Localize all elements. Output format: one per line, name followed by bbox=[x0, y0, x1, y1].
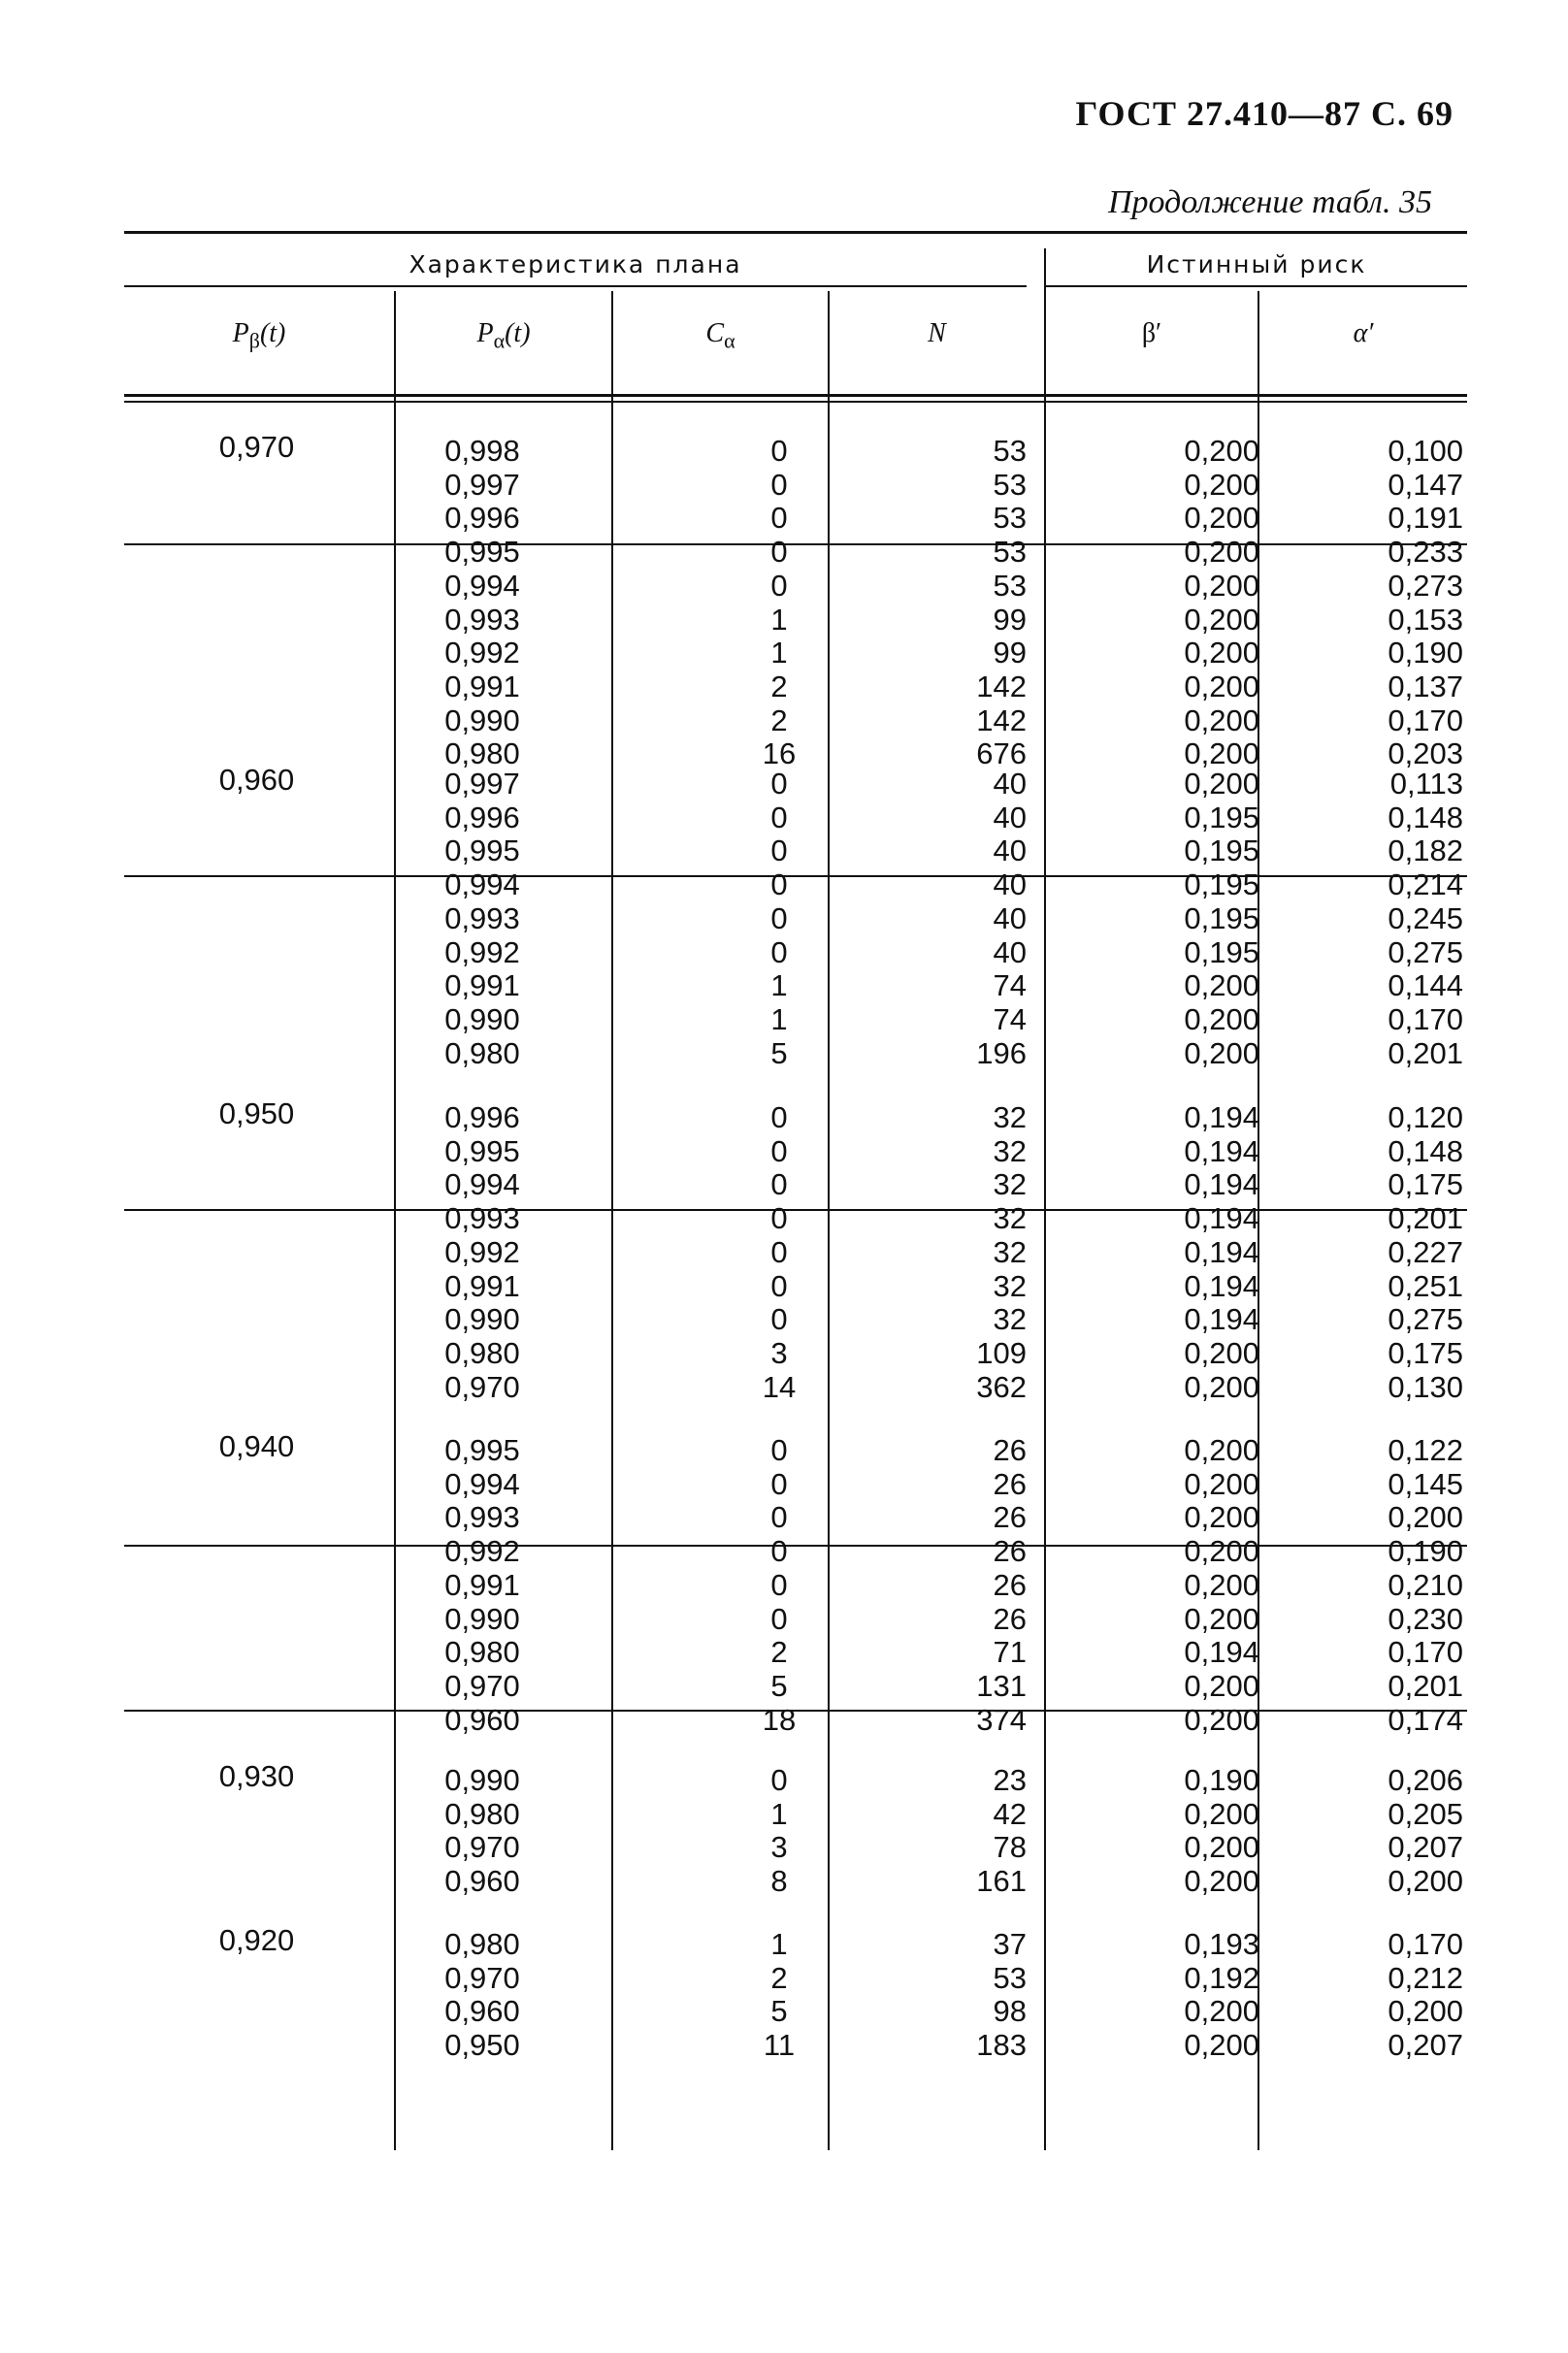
table-cell-b: 0,190 bbox=[1184, 1763, 1259, 1797]
table-cell-b: 0,200 bbox=[1184, 434, 1259, 468]
col-header-alpha: α′ bbox=[1353, 318, 1374, 348]
table-cell-ca: 11 bbox=[763, 2028, 796, 2063]
table-cell-a: 0,148 bbox=[1388, 1133, 1463, 1168]
table-cell-b: 0,194 bbox=[1184, 1167, 1259, 1202]
table-cell-pa: 0,992 bbox=[444, 1534, 520, 1569]
table-cell-b: 0,200 bbox=[1184, 1500, 1259, 1535]
table-cell-ca: 3 bbox=[770, 1830, 788, 1865]
table-cell-ca: 0 bbox=[770, 800, 788, 834]
col-header-pa-sub: α bbox=[493, 328, 506, 353]
table-cell-n: 53 bbox=[993, 1960, 1027, 1995]
table-cell-n: 26 bbox=[993, 1433, 1027, 1467]
table-cell-b: 0,192 bbox=[1184, 1960, 1259, 1995]
table-cell-pa: 0,996 bbox=[444, 1100, 520, 1134]
table-cell-a: 0,200 bbox=[1388, 1500, 1463, 1535]
table-cell-pa: 0,994 bbox=[444, 867, 520, 902]
table-cell-pa: 0,998 bbox=[444, 434, 520, 468]
table-cell-n: 26 bbox=[993, 1601, 1027, 1636]
table-cell-n: 53 bbox=[993, 568, 1027, 603]
table-cell-n: 42 bbox=[993, 1796, 1027, 1831]
table-cell-a: 0,207 bbox=[1388, 1830, 1463, 1865]
header-bottom-rule-2 bbox=[124, 401, 1467, 403]
table-cell-b: 0,200 bbox=[1184, 1335, 1259, 1370]
table-cell-n: 98 bbox=[993, 1994, 1027, 2029]
table-cell-ca: 0 bbox=[770, 1234, 788, 1269]
table-cell-pa: 0,995 bbox=[444, 833, 520, 868]
table-cell-a: 0,205 bbox=[1388, 1796, 1463, 1831]
table-caption: Продолжение табл. 35 bbox=[1107, 184, 1432, 220]
table-cell-pa: 0,997 bbox=[444, 467, 520, 502]
table-cell-pa: 0,980 bbox=[444, 1035, 520, 1070]
table-cell-ca: 0 bbox=[770, 535, 788, 570]
table-cell-ca: 2 bbox=[770, 703, 788, 737]
table-cell-ca: 0 bbox=[770, 501, 788, 536]
table-cell-b: 0,194 bbox=[1184, 1100, 1259, 1134]
table-cell-b: 0,200 bbox=[1184, 1830, 1259, 1865]
col-header-pb-arg: (t) bbox=[259, 318, 286, 348]
table-cell-ca: 0 bbox=[770, 1500, 788, 1535]
table-cell-ca: 1 bbox=[770, 968, 788, 1003]
header-bottom-rule-1 bbox=[124, 394, 1467, 397]
table-cell-pa: 0,995 bbox=[444, 1133, 520, 1168]
table-cell-n: 53 bbox=[993, 501, 1027, 536]
table-cell-ca: 0 bbox=[770, 434, 788, 468]
group-pb-value: 0,960 bbox=[218, 763, 295, 797]
table-cell-ca: 0 bbox=[770, 1567, 788, 1602]
table-cell-b: 0,200 bbox=[1184, 736, 1259, 771]
table-cell-a: 0,245 bbox=[1388, 900, 1463, 935]
table-cell-b: 0,195 bbox=[1184, 900, 1259, 935]
table-cell-pa: 0,992 bbox=[444, 1234, 520, 1269]
table-cell-ca: 0 bbox=[770, 568, 788, 603]
table-cell-a: 0,170 bbox=[1388, 1635, 1463, 1670]
table-cell-pa: 0,980 bbox=[444, 1927, 520, 1961]
group-pb-value: 0,920 bbox=[218, 1923, 295, 1957]
table-cell-ca: 0 bbox=[770, 833, 788, 868]
table-cell-pa: 0,990 bbox=[444, 1763, 520, 1797]
table-cell-n: 26 bbox=[993, 1500, 1027, 1535]
table-cell-b: 0,200 bbox=[1184, 1369, 1259, 1404]
table-cell-a: 0,174 bbox=[1388, 1702, 1463, 1737]
table-cell-a: 0,122 bbox=[1388, 1433, 1463, 1467]
table-cell-ca: 1 bbox=[770, 602, 788, 637]
table-cell-n: 161 bbox=[976, 1864, 1027, 1899]
table-cell-b: 0,200 bbox=[1184, 2028, 1259, 2063]
table-cell-pa: 0,994 bbox=[444, 1167, 520, 1202]
table-cell-ca: 0 bbox=[770, 1763, 788, 1797]
table-cell-b: 0,200 bbox=[1184, 467, 1259, 502]
group-pb-value: 0,970 bbox=[218, 430, 295, 464]
col-header-pb-sub: β bbox=[248, 328, 260, 353]
table-cell-n: 40 bbox=[993, 934, 1027, 969]
table-cell-n: 26 bbox=[993, 1466, 1027, 1501]
table-cell-a: 0,190 bbox=[1388, 636, 1463, 670]
table-cell-n: 142 bbox=[976, 669, 1027, 703]
table-cell-b: 0,200 bbox=[1184, 1994, 1259, 2029]
table-cell-ca: 0 bbox=[770, 1167, 788, 1202]
col-header-n: N bbox=[928, 318, 946, 348]
risk-header-rule bbox=[1046, 285, 1467, 287]
group-pb-value: 0,940 bbox=[218, 1429, 295, 1463]
col-sep-2 bbox=[611, 291, 613, 2150]
table-cell-ca: 2 bbox=[770, 1635, 788, 1670]
table-cell-b: 0,200 bbox=[1184, 602, 1259, 637]
table-cell-a: 0,144 bbox=[1388, 968, 1463, 1003]
table-cell-n: 40 bbox=[993, 867, 1027, 902]
table-cell-ca: 2 bbox=[770, 669, 788, 703]
col-header-beta: β′ bbox=[1141, 318, 1162, 348]
table-cell-b: 0,200 bbox=[1184, 703, 1259, 737]
table-cell-n: 362 bbox=[976, 1369, 1027, 1404]
table-cell-a: 0,207 bbox=[1388, 2028, 1463, 2063]
table-cell-a: 0,233 bbox=[1388, 535, 1463, 570]
table-cell-b: 0,194 bbox=[1184, 1201, 1259, 1236]
table-cell-b: 0,200 bbox=[1184, 1567, 1259, 1602]
table-cell-a: 0,182 bbox=[1388, 833, 1463, 868]
table-cell-pa: 0,995 bbox=[444, 535, 520, 570]
table-cell-pa: 0,970 bbox=[444, 1960, 520, 1995]
table-cell-pa: 0,970 bbox=[444, 1668, 520, 1703]
col-sep-1 bbox=[394, 291, 396, 2150]
table-cell-pa: 0,960 bbox=[444, 1702, 520, 1737]
table-cell-a: 0,175 bbox=[1388, 1167, 1463, 1202]
col-header-ca bbox=[613, 318, 828, 354]
table-cell-a: 0,200 bbox=[1388, 1994, 1463, 2029]
table-cell-pa: 0,994 bbox=[444, 568, 520, 603]
table-cell-n: 40 bbox=[993, 800, 1027, 834]
table-cell-a: 0,120 bbox=[1388, 1100, 1463, 1134]
table-cell-ca: 0 bbox=[770, 900, 788, 935]
table-cell-b: 0,200 bbox=[1184, 1534, 1259, 1569]
table-cell-a: 0,191 bbox=[1388, 501, 1463, 536]
col-header-pb bbox=[124, 318, 394, 354]
table-cell-ca: 0 bbox=[770, 1302, 788, 1337]
table-cell-pa: 0,995 bbox=[444, 1433, 520, 1467]
col-header-ca-letter: C bbox=[705, 318, 725, 348]
table-cell-ca: 0 bbox=[770, 767, 788, 801]
table-cell-pa: 0,980 bbox=[444, 736, 520, 771]
table-cell-a: 0,275 bbox=[1388, 1302, 1463, 1337]
table-cell-b: 0,200 bbox=[1184, 968, 1259, 1003]
plan-header-rule bbox=[124, 285, 1027, 287]
table-cell-b: 0,200 bbox=[1184, 1668, 1259, 1703]
table-cell-b: 0,200 bbox=[1184, 767, 1259, 801]
table-cell-n: 32 bbox=[993, 1133, 1027, 1168]
table-cell-n: 53 bbox=[993, 434, 1027, 468]
table-cell-b: 0,195 bbox=[1184, 800, 1259, 834]
table-cell-n: 32 bbox=[993, 1234, 1027, 1269]
table-cell-pa: 0,960 bbox=[444, 1994, 520, 2029]
table-cell-b: 0,200 bbox=[1184, 1864, 1259, 1899]
table-cell-pa: 0,990 bbox=[444, 703, 520, 737]
table-cell-n: 40 bbox=[993, 833, 1027, 868]
table-cell-a: 0,100 bbox=[1388, 434, 1463, 468]
plan-group-header: Характеристика плана bbox=[408, 250, 742, 278]
table-cell-n: 32 bbox=[993, 1268, 1027, 1303]
table-cell-n: 196 bbox=[976, 1035, 1027, 1070]
table-cell-b: 0,200 bbox=[1184, 501, 1259, 536]
table-cell-a: 0,170 bbox=[1388, 703, 1463, 737]
table-top-rule bbox=[124, 231, 1467, 234]
table-cell-a: 0,130 bbox=[1388, 1369, 1463, 1404]
table-cell-pa: 0,994 bbox=[444, 1466, 520, 1501]
table-cell-a: 0,227 bbox=[1388, 1234, 1463, 1269]
data-table bbox=[124, 231, 1467, 2152]
table-cell-b: 0,200 bbox=[1184, 535, 1259, 570]
table-cell-a: 0,212 bbox=[1388, 1960, 1463, 1995]
table-cell-ca: 0 bbox=[770, 867, 788, 902]
table-cell-b: 0,194 bbox=[1184, 1133, 1259, 1168]
table-cell-pa: 0,992 bbox=[444, 934, 520, 969]
table-cell-b: 0,194 bbox=[1184, 1234, 1259, 1269]
table-cell-ca: 5 bbox=[770, 1994, 788, 2029]
table-cell-n: 32 bbox=[993, 1201, 1027, 1236]
table-cell-a: 0,145 bbox=[1388, 1466, 1463, 1501]
table-cell-n: 676 bbox=[976, 736, 1027, 771]
table-cell-ca: 1 bbox=[770, 1001, 788, 1036]
table-cell-pa: 0,980 bbox=[444, 1335, 520, 1370]
risk-group-header: Истинный риск bbox=[1146, 250, 1367, 278]
table-cell-n: 109 bbox=[976, 1335, 1027, 1370]
table-cell-ca: 0 bbox=[770, 1466, 788, 1501]
table-cell-ca: 0 bbox=[770, 1433, 788, 1467]
table-cell-ca: 3 bbox=[770, 1335, 788, 1370]
table-cell-a: 0,170 bbox=[1388, 1927, 1463, 1961]
table-cell-b: 0,200 bbox=[1184, 1702, 1259, 1737]
table-cell-a: 0,201 bbox=[1388, 1035, 1463, 1070]
table-cell-n: 74 bbox=[993, 968, 1027, 1003]
table-cell-ca: 16 bbox=[762, 736, 797, 771]
table-cell-n: 40 bbox=[993, 767, 1027, 801]
table-cell-b: 0,200 bbox=[1184, 669, 1259, 703]
table-cell-ca: 1 bbox=[770, 1796, 788, 1831]
table-cell-b: 0,200 bbox=[1184, 568, 1259, 603]
table-cell-a: 0,137 bbox=[1388, 669, 1463, 703]
table-cell-pa: 0,990 bbox=[444, 1001, 520, 1036]
table-cell-b: 0,193 bbox=[1184, 1927, 1259, 1961]
table-cell-b: 0,200 bbox=[1184, 1601, 1259, 1636]
table-cell-pa: 0,991 bbox=[444, 1567, 520, 1602]
table-cell-b: 0,200 bbox=[1184, 1035, 1259, 1070]
col-header-pa-arg: (t) bbox=[505, 318, 531, 348]
table-cell-ca: 18 bbox=[762, 1702, 797, 1737]
table-cell-pa: 0,970 bbox=[444, 1369, 520, 1404]
col-header-ca-sub: α bbox=[724, 328, 735, 353]
table-cell-pa: 0,980 bbox=[444, 1796, 520, 1831]
table-cell-n: 23 bbox=[993, 1763, 1027, 1797]
table-cell-b: 0,194 bbox=[1184, 1635, 1259, 1670]
table-cell-a: 0,113 bbox=[1389, 767, 1463, 801]
table-cell-b: 0,200 bbox=[1184, 1001, 1259, 1036]
table-cell-a: 0,153 bbox=[1388, 602, 1463, 637]
table-cell-pa: 0,997 bbox=[444, 767, 520, 801]
table-cell-b: 0,194 bbox=[1184, 1268, 1259, 1303]
table-cell-ca: 8 bbox=[770, 1864, 788, 1899]
table-cell-a: 0,200 bbox=[1388, 1864, 1463, 1899]
table-cell-ca: 0 bbox=[770, 1268, 788, 1303]
table-cell-pa: 0,990 bbox=[444, 1601, 520, 1636]
table-cell-a: 0,175 bbox=[1388, 1335, 1463, 1370]
table-cell-pa: 0,980 bbox=[444, 1635, 520, 1670]
table-cell-pa: 0,970 bbox=[444, 1830, 520, 1865]
table-cell-a: 0,147 bbox=[1388, 467, 1463, 502]
table-cell-pa: 0,991 bbox=[444, 669, 520, 703]
table-cell-a: 0,206 bbox=[1388, 1763, 1463, 1797]
table-cell-ca: 1 bbox=[770, 1927, 788, 1961]
table-cell-n: 99 bbox=[993, 602, 1027, 637]
table-cell-pa: 0,960 bbox=[444, 1864, 520, 1899]
group-pb-value: 0,930 bbox=[218, 1759, 295, 1793]
table-cell-b: 0,200 bbox=[1184, 1433, 1259, 1467]
table-cell-ca: 1 bbox=[770, 636, 788, 670]
table-cell-b: 0,195 bbox=[1184, 833, 1259, 868]
table-cell-b: 0,200 bbox=[1184, 1466, 1259, 1501]
table-cell-b: 0,195 bbox=[1184, 867, 1259, 902]
table-cell-ca: 0 bbox=[770, 1133, 788, 1168]
table-cell-ca: 5 bbox=[770, 1668, 788, 1703]
table-cell-a: 0,190 bbox=[1388, 1534, 1463, 1569]
table-cell-n: 53 bbox=[993, 535, 1027, 570]
table-cell-ca: 14 bbox=[762, 1369, 797, 1404]
table-cell-a: 0,273 bbox=[1388, 568, 1463, 603]
col-header-pa bbox=[396, 318, 611, 354]
page-header: ГОСТ 27.410—87 С. 69 bbox=[1075, 94, 1454, 133]
table-cell-ca: 0 bbox=[770, 1601, 788, 1636]
table-cell-ca: 0 bbox=[770, 1534, 788, 1569]
table-cell-pa: 0,993 bbox=[444, 602, 520, 637]
table-cell-n: 26 bbox=[993, 1567, 1027, 1602]
table-cell-a: 0,251 bbox=[1388, 1268, 1463, 1303]
table-cell-n: 32 bbox=[993, 1302, 1027, 1337]
table-cell-pa: 0,996 bbox=[444, 800, 520, 834]
table-cell-n: 374 bbox=[976, 1702, 1027, 1737]
table-cell-a: 0,210 bbox=[1388, 1567, 1463, 1602]
table-cell-pa: 0,991 bbox=[444, 968, 520, 1003]
table-cell-ca: 0 bbox=[770, 1100, 788, 1134]
table-cell-b: 0,195 bbox=[1184, 934, 1259, 969]
table-cell-n: 37 bbox=[993, 1927, 1027, 1961]
table-cell-b: 0,200 bbox=[1184, 1796, 1259, 1831]
table-cell-a: 0,170 bbox=[1388, 1001, 1463, 1036]
table-cell-n: 40 bbox=[993, 900, 1027, 935]
table-cell-n: 53 bbox=[993, 467, 1027, 502]
table-cell-a: 0,201 bbox=[1388, 1668, 1463, 1703]
col-header-pb-letter: P bbox=[232, 318, 249, 348]
table-cell-pa: 0,950 bbox=[444, 2028, 520, 2063]
table-cell-pa: 0,990 bbox=[444, 1302, 520, 1337]
table-cell-ca: 5 bbox=[770, 1035, 788, 1070]
table-cell-b: 0,194 bbox=[1184, 1302, 1259, 1337]
table-cell-pa: 0,991 bbox=[444, 1268, 520, 1303]
table-cell-ca: 0 bbox=[770, 1201, 788, 1236]
table-cell-pa: 0,993 bbox=[444, 1500, 520, 1535]
col-sep-4 bbox=[1044, 248, 1046, 2150]
group-pb-value: 0,950 bbox=[218, 1096, 295, 1130]
table-cell-n: 32 bbox=[993, 1100, 1027, 1134]
table-cell-n: 71 bbox=[993, 1635, 1027, 1670]
table-cell-n: 78 bbox=[993, 1830, 1027, 1865]
table-cell-pa: 0,993 bbox=[444, 1201, 520, 1236]
table-cell-a: 0,275 bbox=[1388, 934, 1463, 969]
table-cell-ca: 0 bbox=[770, 934, 788, 969]
table-cell-n: 183 bbox=[976, 2028, 1027, 2063]
table-cell-n: 99 bbox=[993, 636, 1027, 670]
table-cell-ca: 2 bbox=[770, 1960, 788, 1995]
table-cell-n: 74 bbox=[993, 1001, 1027, 1036]
table-cell-n: 32 bbox=[993, 1167, 1027, 1202]
table-cell-a: 0,201 bbox=[1388, 1201, 1463, 1236]
table-cell-pa: 0,992 bbox=[444, 636, 520, 670]
table-cell-a: 0,230 bbox=[1388, 1601, 1463, 1636]
table-cell-n: 131 bbox=[976, 1668, 1027, 1703]
table-cell-n: 142 bbox=[976, 703, 1027, 737]
table-cell-ca: 0 bbox=[770, 467, 788, 502]
table-cell-pa: 0,993 bbox=[444, 900, 520, 935]
table-cell-a: 0,214 bbox=[1388, 867, 1463, 902]
table-cell-pa: 0,996 bbox=[444, 501, 520, 536]
table-cell-a: 0,148 bbox=[1388, 800, 1463, 834]
table-cell-b: 0,200 bbox=[1184, 636, 1259, 670]
table-cell-n: 26 bbox=[993, 1534, 1027, 1569]
col-header-pa-letter: P bbox=[476, 318, 494, 348]
table-cell-a: 0,203 bbox=[1388, 736, 1463, 771]
